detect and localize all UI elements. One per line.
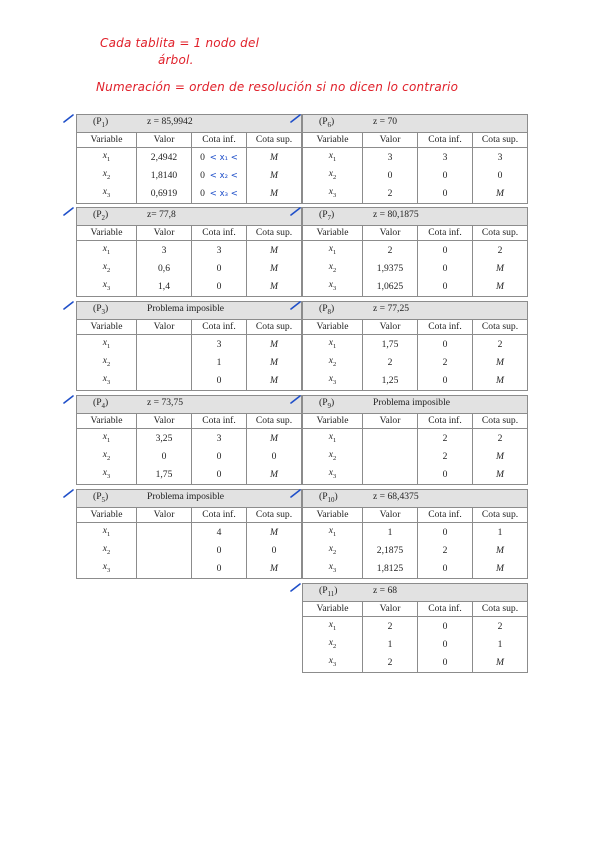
value bbox=[137, 354, 192, 372]
value: 3 bbox=[137, 241, 192, 260]
value bbox=[363, 448, 418, 466]
variable-name: $x_2$ bbox=[303, 260, 363, 278]
value: 2 bbox=[363, 185, 418, 203]
lower-bound: 0 bbox=[192, 542, 247, 560]
problem-header bbox=[303, 115, 528, 133]
upper-bound: M bbox=[247, 429, 302, 448]
variable-name: $x_2$ bbox=[303, 636, 363, 654]
objective-value: Problema imposible bbox=[147, 491, 225, 502]
variable-name: $x_3$ bbox=[303, 278, 363, 296]
column-header: Variable bbox=[77, 507, 137, 523]
variable-name: $x_2$ bbox=[77, 260, 137, 278]
upper-bound: M bbox=[247, 148, 302, 167]
problem-table bbox=[76, 207, 302, 297]
table-row bbox=[77, 372, 302, 390]
column-header: Cota inf. bbox=[418, 601, 473, 617]
variable-name: $x_2$ bbox=[77, 448, 137, 466]
problem-id: $(P_7)$ bbox=[319, 209, 335, 222]
upper-bound: M bbox=[473, 354, 528, 372]
upper-bound: 0 bbox=[473, 167, 528, 185]
upper-bound: 0 bbox=[247, 448, 302, 466]
variable-name: $x_3$ bbox=[303, 185, 363, 203]
upper-bound: 0 bbox=[247, 542, 302, 560]
lower-bound: 0 bbox=[418, 523, 473, 542]
lower-bound: 3 bbox=[192, 429, 247, 448]
column-header: Cota inf. bbox=[192, 319, 247, 335]
upper-bound: M bbox=[247, 185, 302, 203]
value bbox=[363, 429, 418, 448]
lower-bound: 0 bbox=[418, 560, 473, 578]
check-mark-icon bbox=[63, 113, 74, 124]
upper-bound: M bbox=[247, 241, 302, 260]
check-mark-icon bbox=[63, 488, 74, 499]
value: 1 bbox=[363, 523, 418, 542]
value: 1,75 bbox=[363, 335, 418, 354]
value bbox=[137, 560, 192, 578]
value: 1,8125 bbox=[363, 560, 418, 578]
table-row bbox=[303, 654, 528, 672]
value: 1 bbox=[363, 636, 418, 654]
column-header: Variable bbox=[77, 319, 137, 335]
table-row bbox=[303, 260, 528, 278]
lower-bound: 0 < x₁ < bbox=[192, 148, 247, 167]
table-row bbox=[303, 335, 528, 354]
lower-bound: 0 bbox=[192, 466, 247, 484]
check-mark-icon bbox=[63, 394, 74, 405]
table-row bbox=[77, 354, 302, 372]
table-row bbox=[303, 372, 528, 390]
column-header: Valor bbox=[363, 319, 418, 335]
problem-header bbox=[77, 396, 302, 414]
column-header: Cota inf. bbox=[418, 413, 473, 429]
column-header: Variable bbox=[303, 601, 363, 617]
value bbox=[137, 542, 192, 560]
lower-bound: 0 bbox=[192, 560, 247, 578]
table-row bbox=[77, 542, 302, 560]
value: 2 bbox=[363, 654, 418, 672]
problem-header bbox=[77, 115, 302, 133]
check-mark-icon bbox=[290, 206, 301, 217]
upper-bound: M bbox=[473, 278, 528, 296]
value: 1,8140 bbox=[137, 167, 192, 185]
lower-bound: 0 bbox=[418, 167, 473, 185]
column-header: Variable bbox=[77, 132, 137, 148]
table-row bbox=[77, 241, 302, 260]
upper-bound: M bbox=[247, 466, 302, 484]
variable-name: $x_1$ bbox=[77, 523, 137, 542]
value bbox=[137, 523, 192, 542]
lower-bound: 0 bbox=[192, 372, 247, 390]
problem-header bbox=[303, 302, 528, 320]
column-header: Cota inf. bbox=[192, 507, 247, 523]
value: 2,4942 bbox=[137, 148, 192, 167]
objective-value: z = 68 bbox=[373, 585, 398, 596]
value: 0 bbox=[137, 448, 192, 466]
problem-table bbox=[76, 114, 302, 204]
table-row bbox=[303, 429, 528, 448]
upper-bound: M bbox=[247, 260, 302, 278]
upper-bound: 3 bbox=[473, 148, 528, 167]
variable-name: $x_1$ bbox=[77, 429, 137, 448]
problem-header bbox=[303, 208, 528, 226]
variable-name: $x_3$ bbox=[303, 560, 363, 578]
upper-bound: M bbox=[473, 466, 528, 484]
variable-name: $x_1$ bbox=[303, 148, 363, 167]
variable-name: $x_1$ bbox=[303, 241, 363, 260]
problem-table bbox=[76, 395, 302, 485]
variable-name: $x_3$ bbox=[303, 372, 363, 390]
objective-value: z = 73,75 bbox=[147, 397, 184, 408]
upper-bound: M bbox=[473, 560, 528, 578]
check-mark-icon bbox=[63, 206, 74, 217]
column-header: Cota sup. bbox=[473, 132, 528, 148]
lower-bound: 0 bbox=[418, 335, 473, 354]
problem-table bbox=[302, 114, 528, 204]
upper-bound: 1 bbox=[473, 636, 528, 654]
value: 2,1875 bbox=[363, 542, 418, 560]
lower-bound: 0 bbox=[418, 185, 473, 203]
problem-id: $(P_1)$ bbox=[93, 116, 109, 129]
check-mark-icon bbox=[63, 300, 74, 311]
column-header: Cota sup. bbox=[247, 319, 302, 335]
column-header: Valor bbox=[363, 132, 418, 148]
variable-name: $x_1$ bbox=[303, 617, 363, 636]
objective-value: Problema imposible bbox=[373, 397, 451, 408]
value bbox=[137, 335, 192, 354]
table-row bbox=[303, 278, 528, 296]
problem-table bbox=[302, 207, 528, 297]
upper-bound: M bbox=[473, 372, 528, 390]
column-header: Valor bbox=[363, 225, 418, 241]
upper-bound: M bbox=[247, 560, 302, 578]
column-header: Valor bbox=[137, 319, 192, 335]
upper-bound: M bbox=[247, 167, 302, 185]
lower-bound: 0 bbox=[192, 278, 247, 296]
lower-bound: 0 bbox=[418, 260, 473, 278]
column-header: Cota sup. bbox=[473, 601, 528, 617]
variable-name: $x_3$ bbox=[77, 185, 137, 203]
table-row bbox=[77, 448, 302, 466]
problem-header bbox=[303, 396, 528, 414]
variable-name: $x_1$ bbox=[77, 241, 137, 260]
table-row bbox=[303, 354, 528, 372]
upper-bound: M bbox=[247, 354, 302, 372]
column-header: Cota inf. bbox=[418, 225, 473, 241]
check-mark-icon bbox=[290, 582, 301, 593]
objective-value: z = 85,9942 bbox=[147, 116, 193, 127]
upper-bound: M bbox=[473, 448, 528, 466]
variable-name: $x_3$ bbox=[303, 466, 363, 484]
lower-bound: 0 bbox=[418, 617, 473, 636]
variable-name: $x_2$ bbox=[303, 542, 363, 560]
column-header: Cota inf. bbox=[418, 319, 473, 335]
lower-bound: 0 bbox=[192, 260, 247, 278]
value: 1,75 bbox=[137, 466, 192, 484]
lower-bound: 2 bbox=[418, 429, 473, 448]
table-row bbox=[77, 335, 302, 354]
table-row bbox=[77, 167, 302, 185]
upper-bound: 2 bbox=[473, 617, 528, 636]
column-header: Valor bbox=[137, 132, 192, 148]
problem-id: $(P_5)$ bbox=[93, 491, 109, 504]
lower-bound: 2 bbox=[418, 542, 473, 560]
variable-name: $x_1$ bbox=[303, 429, 363, 448]
column-header: Cota inf. bbox=[418, 507, 473, 523]
problem-id: $(P_8)$ bbox=[319, 303, 335, 316]
variable-name: $x_3$ bbox=[77, 278, 137, 296]
column-header: Cota sup. bbox=[247, 225, 302, 241]
table-row bbox=[303, 148, 528, 167]
table-row bbox=[77, 278, 302, 296]
table-row bbox=[77, 185, 302, 203]
table-row bbox=[77, 148, 302, 167]
problem-id: $(P_6)$ bbox=[319, 116, 335, 129]
column-header: Valor bbox=[137, 413, 192, 429]
upper-bound: M bbox=[473, 654, 528, 672]
variable-name: $x_3$ bbox=[77, 466, 137, 484]
column-header: Cota sup. bbox=[247, 413, 302, 429]
problem-header bbox=[303, 490, 528, 508]
table-row bbox=[303, 241, 528, 260]
lower-bound: 4 bbox=[192, 523, 247, 542]
handwritten-note-line-3: Numeración = orden de resolución si no dicen lo contrario bbox=[96, 80, 459, 94]
value: 1,0625 bbox=[363, 278, 418, 296]
problem-table bbox=[302, 583, 528, 673]
table-row bbox=[77, 523, 302, 542]
problem-header bbox=[77, 208, 302, 226]
column-header: Variable bbox=[303, 319, 363, 335]
value: 2 bbox=[363, 617, 418, 636]
table-row bbox=[77, 429, 302, 448]
table-row bbox=[77, 260, 302, 278]
table-row bbox=[303, 523, 528, 542]
problem-table bbox=[302, 301, 528, 391]
column-header: Valor bbox=[363, 507, 418, 523]
value bbox=[363, 466, 418, 484]
value: 0,6 bbox=[137, 260, 192, 278]
column-header: Cota inf. bbox=[418, 132, 473, 148]
variable-name: $x_3$ bbox=[77, 560, 137, 578]
upper-bound: M bbox=[247, 372, 302, 390]
objective-value: z = 68,4375 bbox=[373, 491, 419, 502]
column-header: Cota inf. bbox=[192, 413, 247, 429]
lower-bound: 0 bbox=[418, 466, 473, 484]
problem-id: $(P_3)$ bbox=[93, 303, 109, 316]
column-header: Cota sup. bbox=[247, 132, 302, 148]
problem-header bbox=[77, 302, 302, 320]
lower-bound: 3 bbox=[192, 335, 247, 354]
table-row bbox=[303, 167, 528, 185]
variable-name: $x_2$ bbox=[77, 354, 137, 372]
check-mark-icon bbox=[290, 113, 301, 124]
table-row bbox=[303, 617, 528, 636]
column-header: Variable bbox=[77, 225, 137, 241]
table-row bbox=[303, 542, 528, 560]
lower-bound: 0 bbox=[418, 278, 473, 296]
upper-bound: 2 bbox=[473, 241, 528, 260]
value: 0,6919 bbox=[137, 185, 192, 203]
value bbox=[137, 372, 192, 390]
lower-bound: 0 bbox=[418, 372, 473, 390]
column-header: Cota sup. bbox=[473, 319, 528, 335]
upper-bound: M bbox=[473, 185, 528, 203]
value: 0 bbox=[363, 167, 418, 185]
lower-bound: 3 bbox=[192, 241, 247, 260]
column-header: Variable bbox=[303, 132, 363, 148]
lower-bound: 3 bbox=[418, 148, 473, 167]
variable-name: $x_3$ bbox=[77, 372, 137, 390]
lower-bound: 0 bbox=[418, 636, 473, 654]
variable-name: $x_1$ bbox=[303, 523, 363, 542]
variable-name: $x_3$ bbox=[303, 654, 363, 672]
column-header: Variable bbox=[303, 225, 363, 241]
table-row bbox=[77, 560, 302, 578]
value: 3,25 bbox=[137, 429, 192, 448]
handwritten-note-line-1: Cada tablita = 1 nodo del bbox=[100, 36, 260, 50]
value: 2 bbox=[363, 241, 418, 260]
check-mark-icon bbox=[290, 300, 301, 311]
column-header: Cota sup. bbox=[473, 413, 528, 429]
column-header: Cota inf. bbox=[192, 132, 247, 148]
lower-bound: 2 bbox=[418, 354, 473, 372]
variable-name: $x_2$ bbox=[303, 448, 363, 466]
lower-bound: 0 bbox=[418, 654, 473, 672]
table-row bbox=[303, 185, 528, 203]
problem-table bbox=[302, 395, 528, 485]
handwritten-note-line-2: árbol. bbox=[158, 53, 194, 67]
value: 1,9375 bbox=[363, 260, 418, 278]
column-header: Cota inf. bbox=[192, 225, 247, 241]
problem-id: $(P_2)$ bbox=[93, 209, 109, 222]
objective-value: z = 80,1875 bbox=[373, 209, 419, 220]
problem-id: $(P_4)$ bbox=[93, 397, 109, 410]
column-header: Cota sup. bbox=[473, 507, 528, 523]
problem-table bbox=[302, 489, 528, 579]
variable-name: $x_1$ bbox=[77, 335, 137, 354]
variable-name: $x_1$ bbox=[303, 335, 363, 354]
upper-bound: 2 bbox=[473, 335, 528, 354]
column-header: Cota sup. bbox=[247, 507, 302, 523]
check-mark-icon bbox=[290, 394, 301, 405]
table-row bbox=[303, 560, 528, 578]
upper-bound: M bbox=[473, 542, 528, 560]
check-mark-icon bbox=[290, 488, 301, 499]
lower-bound: 0 bbox=[418, 241, 473, 260]
objective-value: z= 77,8 bbox=[147, 209, 176, 220]
problem-table bbox=[76, 489, 302, 579]
value: 2 bbox=[363, 354, 418, 372]
variable-name: $x_2$ bbox=[303, 354, 363, 372]
lower-bound: 2 bbox=[418, 448, 473, 466]
objective-value: z = 77,25 bbox=[373, 303, 410, 314]
value: 1,4 bbox=[137, 278, 192, 296]
column-header: Valor bbox=[363, 413, 418, 429]
column-header: Cota sup. bbox=[473, 225, 528, 241]
column-header: Valor bbox=[137, 225, 192, 241]
column-header: Valor bbox=[363, 601, 418, 617]
value: 1,25 bbox=[363, 372, 418, 390]
upper-bound: M bbox=[473, 260, 528, 278]
lower-bound: 0 bbox=[192, 448, 247, 466]
problem-id: $(P_{11})$ bbox=[319, 585, 338, 598]
upper-bound: 1 bbox=[473, 523, 528, 542]
table-row bbox=[303, 636, 528, 654]
variable-name: $x_1$ bbox=[77, 148, 137, 167]
problem-id: $(P_{10})$ bbox=[319, 491, 338, 504]
column-header: Variable bbox=[303, 413, 363, 429]
objective-value: Problema imposible bbox=[147, 303, 225, 314]
problem-id: $(P_9)$ bbox=[319, 397, 335, 410]
variable-name: $x_2$ bbox=[303, 167, 363, 185]
upper-bound: 2 bbox=[473, 429, 528, 448]
upper-bound: M bbox=[247, 278, 302, 296]
lower-bound: 0 < x₃ < bbox=[192, 185, 247, 203]
lower-bound: 1 bbox=[192, 354, 247, 372]
value: 3 bbox=[363, 148, 418, 167]
upper-bound: M bbox=[247, 335, 302, 354]
lower-bound: 0 < x₂ < bbox=[192, 167, 247, 185]
column-header: Valor bbox=[137, 507, 192, 523]
table-row bbox=[303, 448, 528, 466]
table-row bbox=[77, 466, 302, 484]
variable-name: $x_2$ bbox=[77, 542, 137, 560]
problem-table bbox=[76, 301, 302, 391]
problem-header bbox=[77, 490, 302, 508]
problem-header bbox=[303, 584, 528, 602]
upper-bound: M bbox=[247, 523, 302, 542]
table-row bbox=[303, 466, 528, 484]
variable-name: $x_2$ bbox=[77, 167, 137, 185]
column-header: Variable bbox=[77, 413, 137, 429]
column-header: Variable bbox=[303, 507, 363, 523]
objective-value: z = 70 bbox=[373, 116, 398, 127]
